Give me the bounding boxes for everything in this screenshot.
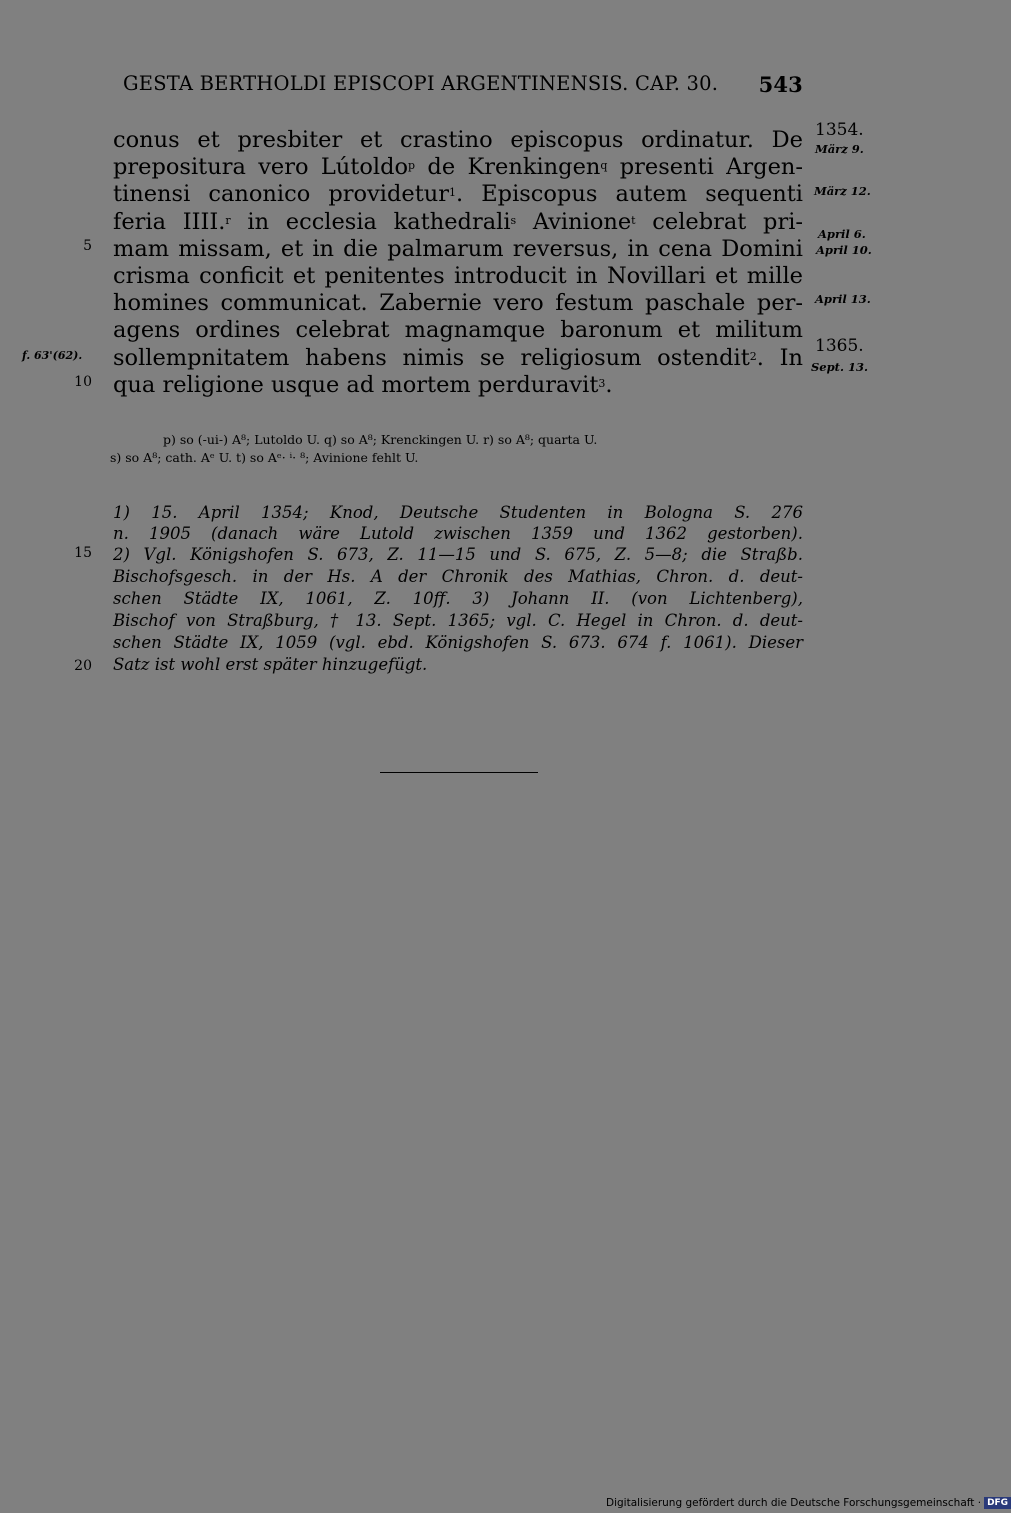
margin-date-april-6: April 6. (818, 227, 866, 241)
text-line (113, 317, 803, 344)
section-rule (380, 772, 538, 773)
apparatus-line-2: s) so A⁸; cath. Aᵉ U. t) so Aᵉ· ⁱ· ⁸; Avinione fehlt U. (110, 450, 419, 465)
footnote-line-6: Bischof von Straßburg, † 13. Sept. 1365; vgl. C. Hegel in Chron. d. deut- (113, 611, 803, 630)
text-segment: celebrat pri- (635, 208, 803, 235)
footnote-marker: 3 (598, 376, 606, 390)
text-line (113, 181, 803, 208)
text-segment: . In (756, 344, 803, 371)
footnote-line-4: Bischofsgesch. in der Hs. A der Chronik des Mathias, Chron. d. deut- (113, 567, 803, 586)
text-segment: . (605, 371, 613, 398)
text-line (113, 127, 803, 154)
text-segment: . Episcopus autem sequenti (455, 181, 803, 208)
text-segment: in ecclesia kathedrali (230, 208, 511, 235)
text-segment: qua religione usque ad mortem perduravit (113, 371, 599, 398)
margin-date-april-10: April 10. (816, 243, 872, 257)
text-segment: feria IIII. (113, 208, 226, 235)
dfg-logo: DFG (984, 1497, 1011, 1509)
text-segment: homines communicat. Zabernie vero festum paschale per- (113, 290, 803, 317)
folio-mark: f. 63'(62). (22, 349, 83, 362)
page-title: GESTA BERTHOLDI EPISCOPI ARGENTINENSIS. CAP. 30. (123, 72, 719, 95)
line-number-5: 5 (83, 238, 92, 254)
footnote-line-3: 2) Vgl. Königshofen S. 673, Z. 11—15 und S. 675, Z. 5—8; die Straßb. (113, 545, 803, 564)
text-segment: presenti Argen- (607, 154, 803, 181)
footnote-line-8: Satz ist wohl erst später hinzugefügt. (113, 655, 428, 674)
margin-date-april-13: April 13. (815, 292, 871, 306)
text-segment: crisma conficit et penitentes introducit in Novillari et mille (113, 263, 803, 289)
footnote-line-5: schen Städte IX, 1061, Z. 10ff. 3) Johann II. (von Lichtenberg), (113, 589, 803, 608)
margin-date-maerz-9: März 9. (815, 142, 864, 156)
page-number: 543 (758, 72, 803, 97)
text-line (113, 345, 803, 372)
line-number-10: 10 (74, 374, 92, 390)
margin-year-1365: 1365. (815, 336, 864, 356)
footnote-marker: r (225, 213, 231, 227)
line-number-15: 15 (74, 545, 92, 561)
footnote-marker: p (408, 159, 416, 173)
credit-text: Digitalisierung gefördert durch die Deutsche Forschungsgemeinschaft · (606, 1497, 982, 1509)
footnote-marker: 1 (448, 186, 456, 200)
text-segment: Avinione (516, 208, 632, 235)
text-line (113, 263, 803, 290)
apparatus-line-1: p) so (-ui-) A⁸; Lutoldo U. q) so A⁸; Krenckingen U. r) so A⁸; quarta U. (163, 432, 598, 447)
footnote-marker: q (600, 159, 608, 173)
digitization-credit (606, 1497, 1011, 1509)
footnote-marker: 2 (749, 349, 757, 363)
text-segment: prepositura vero Lútoldo (113, 154, 409, 181)
running-header (123, 72, 803, 97)
text-line (113, 372, 803, 399)
footnote-line-1: 1) 15. April 1354; Knod, Deutsche Studenten in Bologna S. 276 (113, 503, 803, 522)
text-segment: mam missam, et in die palmarum reversus, in cena Domini (113, 235, 803, 262)
text-line (113, 290, 803, 317)
text-line (113, 209, 803, 236)
margin-year-1354: 1354. (815, 120, 864, 140)
text-segment: agens ordines celebrat magnamque baronum et militum (113, 317, 803, 344)
footnote-line-2: n. 1905 (danach wäre Lutold zwischen 1359 und 1362 gestorben). (113, 524, 803, 543)
footnote-line-7: schen Städte IX, 1059 (vgl. ebd. Königshofen S. 673. 674 f. 1061). Dieser (113, 633, 803, 652)
footnote-marker: t (631, 213, 636, 227)
text-line (113, 236, 803, 263)
margin-date-maerz-12: März 12. (814, 184, 871, 198)
text-segment: sollempnitatem habens nimis se religiosum ostendit (113, 344, 750, 371)
text-line (113, 154, 803, 181)
text-segment: de Krenkingen (415, 154, 601, 181)
text-segment: tinensi canonico providetur (113, 181, 449, 208)
line-number-20: 20 (74, 658, 92, 674)
footnote-marker: s (510, 213, 517, 227)
text-segment: conus et presbiter et crastino episcopus ordinatur. De (113, 127, 803, 153)
margin-date-sept-13: Sept. 13. (811, 360, 868, 374)
